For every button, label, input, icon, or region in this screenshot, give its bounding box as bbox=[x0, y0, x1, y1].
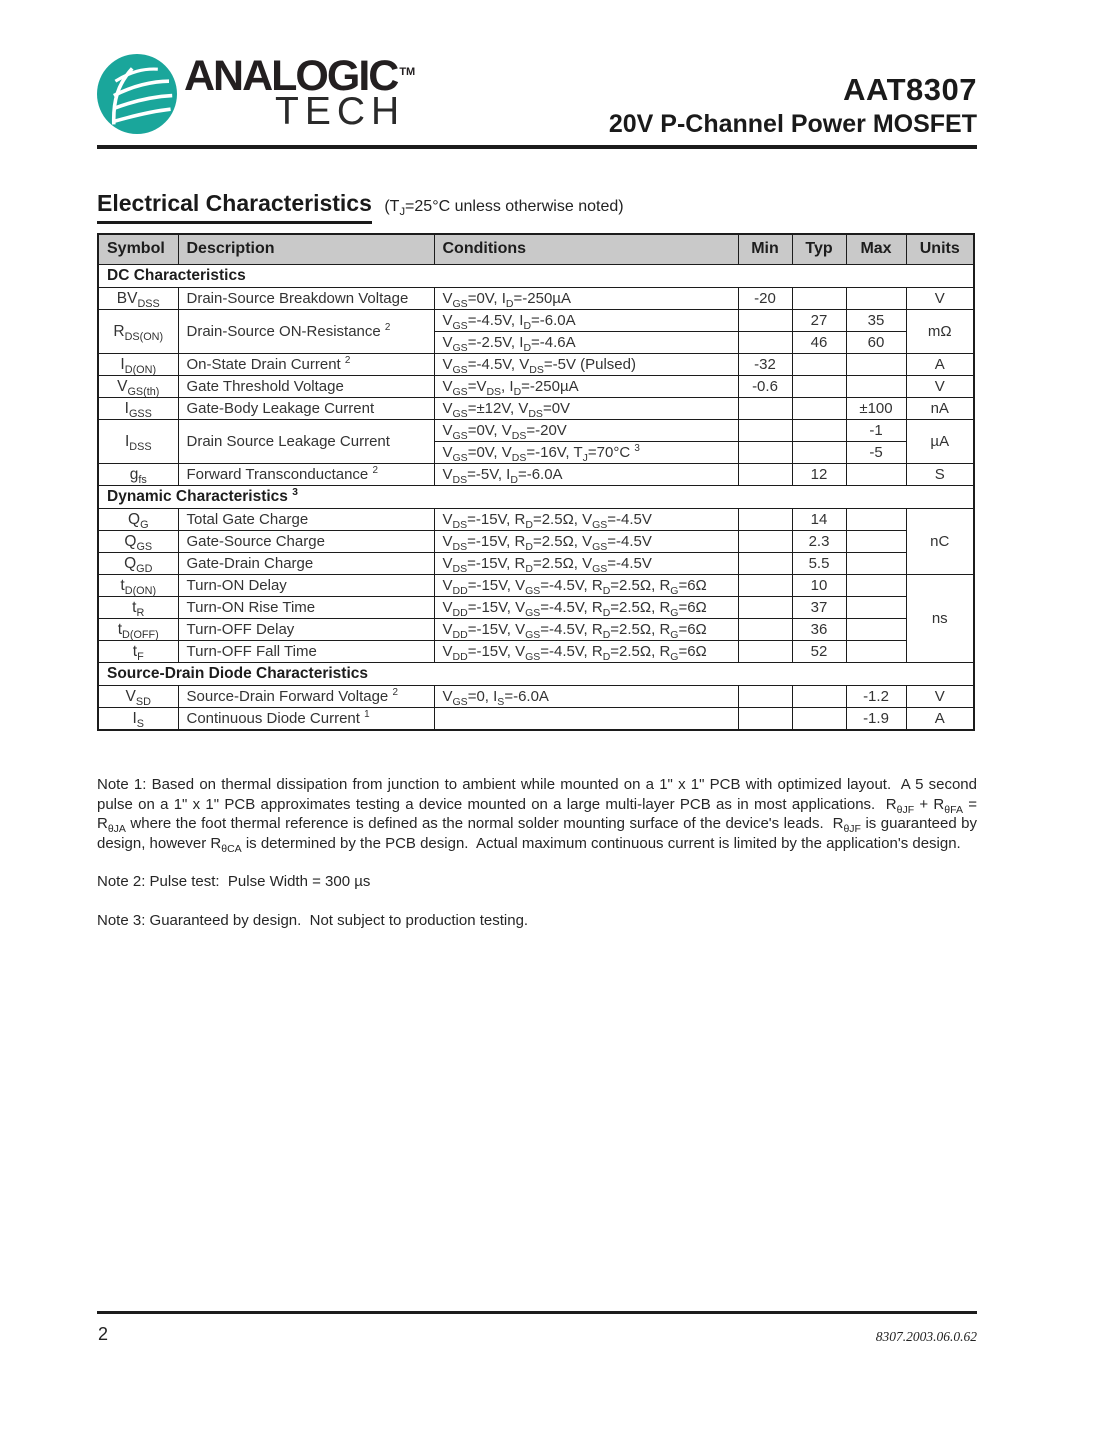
data-row bbox=[98, 685, 974, 707]
cell-max: -1.9 bbox=[846, 707, 906, 730]
cell-desc: Turn-OFF Delay bbox=[178, 618, 434, 640]
cell-desc: Forward Transconductance $^2$ bbox=[178, 463, 434, 485]
section-row bbox=[98, 662, 974, 685]
column-header-typ: Typ bbox=[792, 234, 846, 264]
cell-desc: Drain Source Leakage Current bbox=[178, 419, 434, 463]
data-row bbox=[98, 530, 974, 552]
cell-min bbox=[738, 419, 792, 441]
cell-typ: 10 bbox=[792, 574, 846, 596]
cell-units: µA bbox=[906, 419, 974, 463]
cell-typ bbox=[792, 419, 846, 441]
cell-typ: 52 bbox=[792, 640, 846, 662]
cell-sym: $t_{D(OFF)}$ bbox=[98, 618, 178, 640]
cell-typ bbox=[792, 685, 846, 707]
electrical-characteristics-table bbox=[97, 233, 975, 731]
data-row bbox=[98, 397, 974, 419]
cell-units: S bbox=[906, 463, 974, 485]
cell-max: 60 bbox=[846, 331, 906, 353]
cell-sym: $BV_{DSS}$ bbox=[98, 287, 178, 309]
cell-typ: 5.5 bbox=[792, 552, 846, 574]
cell-sym: $I_{DSS}$ bbox=[98, 419, 178, 463]
cell-typ: 46 bbox=[792, 331, 846, 353]
cell-min bbox=[738, 463, 792, 485]
cell-min bbox=[738, 618, 792, 640]
header-rule bbox=[97, 145, 977, 149]
cell-cond: $V_{DS}=-15V$, $R_D=2.5\Omega$, $V_{GS}=-4.5V$ bbox=[434, 508, 738, 530]
cell-min: -0.6 bbox=[738, 375, 792, 397]
cell-max: -1 bbox=[846, 419, 906, 441]
data-row bbox=[98, 287, 974, 309]
cell-desc: Gate-Body Leakage Current bbox=[178, 397, 434, 419]
cell-desc: Source-Drain Forward Voltage $^2$ bbox=[178, 685, 434, 707]
cell-sym: $Q_G$ bbox=[98, 508, 178, 530]
data-row bbox=[98, 375, 974, 397]
cell-max bbox=[846, 596, 906, 618]
column-header-min: Min bbox=[738, 234, 792, 264]
cell-max bbox=[846, 463, 906, 485]
logo-tech: TECH bbox=[275, 89, 406, 133]
cell-cond: $V_{DS}=-15V$, $R_D=2.5\Omega$, $V_{GS}=-4.5V$ bbox=[434, 552, 738, 574]
cell-min bbox=[738, 441, 792, 463]
cell-sym: $Q_{GD}$ bbox=[98, 552, 178, 574]
cell-max bbox=[846, 287, 906, 309]
data-row bbox=[98, 552, 974, 574]
notes-block bbox=[97, 775, 977, 949]
section-row bbox=[98, 485, 974, 508]
cell-units: nC bbox=[906, 508, 974, 574]
cell-cond: $V_{GS}=0V$, $V_{DS}=-20V$ bbox=[434, 419, 738, 441]
note-2: Note 2: Pulse test: Pulse Width = 300 µs bbox=[97, 873, 371, 890]
cell-sym: $V_{SD}$ bbox=[98, 685, 178, 707]
ec-table-body bbox=[98, 264, 974, 730]
cell-max: -5 bbox=[846, 441, 906, 463]
cell-min bbox=[738, 707, 792, 730]
cell-units: V bbox=[906, 287, 974, 309]
cell-typ bbox=[792, 375, 846, 397]
cell-max bbox=[846, 375, 906, 397]
cell-cond: $V_{GS}=0V$, $V_{DS}=-16V$, $T_J=70^\circ C$ $^3$ bbox=[434, 441, 738, 463]
cell-max bbox=[846, 552, 906, 574]
cell-sym: $t_R$ bbox=[98, 596, 178, 618]
cell-min bbox=[738, 596, 792, 618]
cell-cond: $V_{DD}=-15V$, $V_{GS}=-4.5V$, $R_D=2.5\Omega$, $R_G=6\Omega$ bbox=[434, 640, 738, 662]
column-header-description: Description bbox=[178, 234, 434, 264]
column-header-conditions: Conditions bbox=[434, 234, 738, 264]
cell-min bbox=[738, 685, 792, 707]
ec-table-header-row bbox=[98, 234, 974, 264]
data-row bbox=[98, 596, 974, 618]
cell-min bbox=[738, 530, 792, 552]
cell-desc: Turn-OFF Fall Time bbox=[178, 640, 434, 662]
cell-typ: 36 bbox=[792, 618, 846, 640]
data-row bbox=[98, 353, 974, 375]
cell-cond: $V_{GS}=0$, $I_S=-6.0A$ bbox=[434, 685, 738, 707]
data-row bbox=[98, 707, 974, 730]
cell-min: -32 bbox=[738, 353, 792, 375]
cell-typ: 14 bbox=[792, 508, 846, 530]
cell-typ bbox=[792, 287, 846, 309]
note-1: Note 1: Based on thermal dissipation from junction to ambient while mounted on a 1" x 1" PCB with optimized layout. A 5 second pulse on a 1" x 1" PCB approximates testing a device mounted on a large multi-layer PCB as in most applications. $R_{\theta JF} + R_{\theta FA} = R_{\theta JA}$ where the foot thermal reference is defined as the normal solder mounting surface of the device's leads. $R_{\theta JF}$ is guaranteed by design, however $R_{\theta CA}$ is determined by the PCB design. Actual maximum continuous current is limited by the application's design. bbox=[97, 776, 978, 855]
logo-leaf-icon bbox=[97, 54, 177, 134]
cell-cond: $V_{DD}=-15V$, $V_{GS}=-4.5V$, $R_D=2.5\Omega$, $R_G=6\Omega$ bbox=[434, 574, 738, 596]
cell-desc: Continuous Diode Current $^1$ bbox=[178, 707, 434, 730]
cell-min bbox=[738, 331, 792, 353]
cell-max bbox=[846, 618, 906, 640]
data-row bbox=[98, 463, 974, 485]
column-header-max: Max bbox=[846, 234, 906, 264]
cell-cond: $V_{GS}=0V$, $I_D=-250\mu A$ bbox=[434, 287, 738, 309]
cell-cond: $V_{DD}=-15V$, $V_{GS}=-4.5V$, $R_D=2.5\Omega$, $R_G=6\Omega$ bbox=[434, 596, 738, 618]
data-row bbox=[98, 640, 974, 662]
data-row bbox=[98, 419, 974, 441]
cell-desc: Turn-ON Delay bbox=[178, 574, 434, 596]
cell-units: mΩ bbox=[906, 309, 974, 353]
cell-typ bbox=[792, 353, 846, 375]
section-heading bbox=[97, 190, 624, 224]
logo-name: ANALOGIC ™ bbox=[184, 52, 416, 100]
cell-cond bbox=[434, 707, 738, 730]
footer-rule bbox=[97, 1311, 977, 1314]
cell-units: V bbox=[906, 375, 974, 397]
cell-desc: Total Gate Charge bbox=[178, 508, 434, 530]
cell-cond: $V_{DS}=-5V$, $I_D=-6.0A$ bbox=[434, 463, 738, 485]
data-row bbox=[98, 508, 974, 530]
data-row bbox=[98, 574, 974, 596]
cell-sym: $V_{GS(th)}$ bbox=[98, 375, 178, 397]
cell-max: -1.2 bbox=[846, 685, 906, 707]
cell-units: V bbox=[906, 685, 974, 707]
cell-typ: 27 bbox=[792, 309, 846, 331]
cell-cond: $V_{GS}=-4.5V$, $I_D=-6.0A$ bbox=[434, 309, 738, 331]
cell-max: 35 bbox=[846, 309, 906, 331]
cell-cond: $V_{GS}=\pm 12V$, $V_{DS}=0V$ bbox=[434, 397, 738, 419]
cell-cond: $V_{GS}=V_{DS}$, $I_D=-250\mu A$ bbox=[434, 375, 738, 397]
cell-units: ns bbox=[906, 574, 974, 662]
cell-min bbox=[738, 574, 792, 596]
cell-desc: On-State Drain Current $^2$ bbox=[178, 353, 434, 375]
cell-typ: 37 bbox=[792, 596, 846, 618]
cell-cond: $V_{DS}=-15V$, $R_D=2.5\Omega$, $V_{GS}=-4.5V$ bbox=[434, 530, 738, 552]
cell-sym: $g_{fs}$ bbox=[98, 463, 178, 485]
cell-desc: Drain-Source ON-Resistance $^2$ bbox=[178, 309, 434, 353]
cell-max bbox=[846, 353, 906, 375]
note-3: Note 3: Guaranteed by design. Not subject to production testing. bbox=[97, 911, 529, 929]
part-number: AAT8307 bbox=[843, 72, 977, 107]
column-header-symbol: Symbol bbox=[98, 234, 178, 264]
section-title: Electrical Characteristics bbox=[97, 190, 372, 224]
cell-typ: 2.3 bbox=[792, 530, 846, 552]
cell-sym: $I_S$ bbox=[98, 707, 178, 730]
cell-sym: $Q_{GS}$ bbox=[98, 530, 178, 552]
cell-desc: Gate Threshold Voltage bbox=[178, 375, 434, 397]
cell-typ bbox=[792, 397, 846, 419]
section-row bbox=[98, 264, 974, 287]
section-condition: ($T_J=25^\circ C$ unless otherwise noted) bbox=[384, 198, 624, 219]
cell-typ: 12 bbox=[792, 463, 846, 485]
cell-min bbox=[738, 552, 792, 574]
table-head bbox=[98, 234, 974, 264]
part-subtitle: 20V P-Channel Power MOSFET bbox=[608, 109, 977, 138]
document-title-block bbox=[609, 74, 977, 139]
cell-max bbox=[846, 530, 906, 552]
cell-sym: $I_{D(ON)}$ bbox=[98, 353, 178, 375]
cell-desc: Drain-Source Breakdown Voltage bbox=[178, 287, 434, 309]
cell-desc: Gate-Source Charge bbox=[178, 530, 434, 552]
data-row bbox=[98, 618, 974, 640]
section-row-title: Dynamic Characteristics $^3$ bbox=[98, 485, 974, 508]
cell-min: -20 bbox=[738, 287, 792, 309]
section-row-title: DC Characteristics bbox=[98, 264, 974, 287]
cell-max bbox=[846, 508, 906, 530]
cell-cond: $V_{DD}=-15V$, $V_{GS}=-4.5V$, $R_D=2.5\Omega$, $R_G=6\Omega$ bbox=[434, 618, 738, 640]
cell-typ bbox=[792, 441, 846, 463]
cell-units: A bbox=[906, 353, 974, 375]
section-row-title: Source-Drain Diode Characteristics bbox=[98, 662, 974, 685]
column-header-units: Units bbox=[906, 234, 974, 264]
cell-min bbox=[738, 309, 792, 331]
trademark-symbol: TM bbox=[399, 65, 416, 78]
logo-text bbox=[184, 54, 415, 134]
cell-desc: Gate-Drain Charge bbox=[178, 552, 434, 574]
cell-min bbox=[738, 640, 792, 662]
cell-sym: $R_{DS(ON)}$ bbox=[98, 309, 178, 353]
data-row bbox=[98, 309, 974, 331]
cell-units: A bbox=[906, 707, 974, 730]
cell-units: nA bbox=[906, 397, 974, 419]
cell-min bbox=[738, 508, 792, 530]
cell-cond: $V_{GS}=-2.5V$, $I_D=-4.6A$ bbox=[434, 331, 738, 353]
cell-sym: $I_{GSS}$ bbox=[98, 397, 178, 419]
cell-max bbox=[846, 574, 906, 596]
cell-cond: $V_{GS}=-4.5V$, $V_{DS}=-5V$ (Pulsed) bbox=[434, 353, 738, 375]
cell-typ bbox=[792, 707, 846, 730]
cell-max bbox=[846, 640, 906, 662]
document-code: 8307.2003.06.0.62 bbox=[875, 1329, 977, 1344]
cell-min bbox=[738, 397, 792, 419]
logo-circle bbox=[97, 54, 177, 134]
cell-sym: $t_{D(ON)}$ bbox=[98, 574, 178, 596]
cell-desc: Turn-ON Rise Time bbox=[178, 596, 434, 618]
page-number: 2 bbox=[98, 1324, 109, 1344]
cell-sym: $t_F$ bbox=[98, 640, 178, 662]
analogictech-logo bbox=[97, 54, 415, 134]
cell-max: ±100 bbox=[846, 397, 906, 419]
